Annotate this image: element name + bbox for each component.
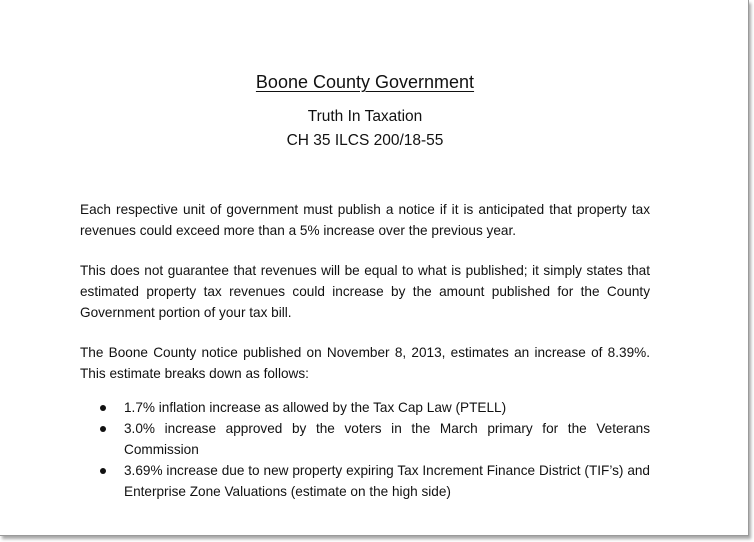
increase-breakdown-list (98, 397, 650, 502)
list-item (98, 418, 650, 460)
paragraph-notice-requirement: Each respective unit of government must publish a notice if it is anticipated that property tax revenues could exceed more than a 5% increase over the previous year. (80, 202, 650, 238)
list-item-text: 1.7% inflation increase as allowed by the Tax Cap Law (PTELL) (124, 400, 507, 415)
list-item-text: 3.0% increase approved by the voters in the March primary for the Veterans Commission (124, 421, 650, 457)
list-item-text: 3.69% increase due to new property expiring Tax Increment Finance District (TIF’s) and Enterprise Zone Valuations (estimate on the high side) (124, 463, 650, 499)
document-title: Boone County Government (255, 72, 475, 92)
bullet-icon (100, 468, 106, 474)
list-item (98, 397, 650, 418)
document-subtitle: Truth In Taxation (307, 108, 423, 125)
bullet-icon (100, 405, 106, 411)
list-item (98, 460, 650, 502)
bullet-icon (100, 426, 106, 432)
statute-reference: CH 35 ILCS 200/18-55 (286, 132, 444, 149)
paragraph-estimate: The Boone County notice published on November 8, 2013, estimates an increase of 8.39%. This estimate breaks down as follows: (80, 345, 650, 381)
paragraph-disclaimer: This does not guarantee that revenues will be equal to what is published; it simply states that estimated property tax revenues could increase by the amount published for the County Government portion of your tax bill. (80, 263, 650, 320)
